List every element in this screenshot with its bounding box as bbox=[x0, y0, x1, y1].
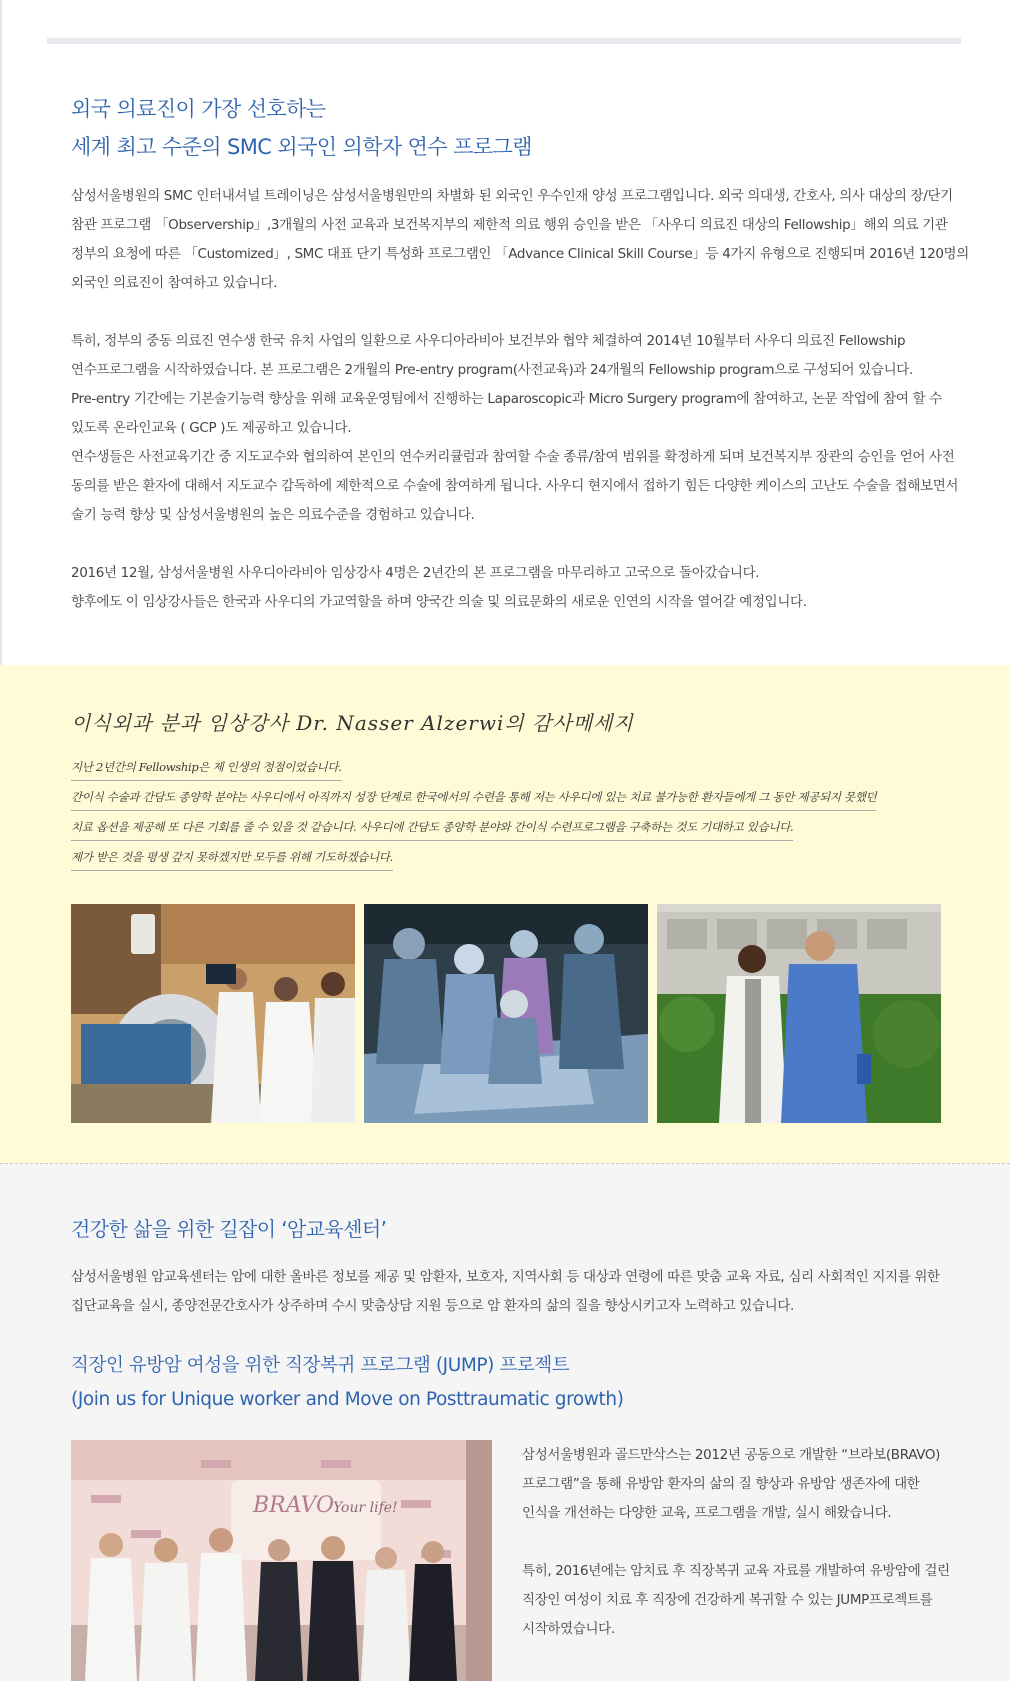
text-line: 집단교육을 실시, 종양전문간호사가 상주하며 수시 맞춤상담 지원 등으로 암 환자의 삶의 질을 향상시키고자 노력하고 있습니다. bbox=[71, 1298, 794, 1314]
thanks-line: 간이식 수술과 간담도 종양학 분야는 사우디에서 아직까지 성장 단계로 한국에서의 수련을 통해 저는 사우디에 있는 치료 불가능한 환자들에게 그 동안 제공되지 못했던 bbox=[71, 786, 876, 811]
thanks-line: 지난 2년간의 Fellowship은 제 인생의 정점이었습니다. bbox=[71, 756, 342, 781]
bravo-brand-text: BRAVO bbox=[253, 1493, 335, 1518]
completion-paragraph bbox=[71, 559, 941, 617]
text-line: 특히, 2016년에는 암치료 후 직장복귀 교육 자료를 개발하여 유방암에 걸린 bbox=[522, 1563, 950, 1579]
text-line: 시작하였습니다. bbox=[522, 1621, 615, 1637]
text-line: 직장인 여성이 치료 후 직장에 건강하게 복귀할 수 있는 JUMP프로젝트를 bbox=[522, 1592, 933, 1608]
photo-two-doctors bbox=[657, 904, 941, 1123]
text-line: 삼성서울병원과 골드만삭스는 2012년 공동으로 개발한 “브라보(BRAVO) bbox=[522, 1447, 941, 1463]
text-line: 삼성서울병원 암교육센터는 암에 대한 올바른 정보를 제공 및 암환자, 보호자, 지역사회 등 대상과 연령에 따른 맞춤 교육 자료, 심리 사회적인 지지를 위한 bbox=[71, 1269, 940, 1285]
text-line: 연수생들은 사전교육기간 중 지도교수와 협의하여 본인의 연수커리큘럼과 참여할 수술 종류/참여 범위를 확정하게 되며 보건복지부 장관의 승인을 얻어 사전 bbox=[71, 449, 955, 465]
thanks-message bbox=[71, 756, 951, 876]
text-line: 외국인 의료진이 참여하고 있습니다. bbox=[71, 275, 278, 291]
text-line: 있도록 온라인교육 ( GCP )도 제공하고 있습니다. bbox=[71, 420, 352, 436]
text-line: 인식을 개선하는 다양한 교육, 프로그램을 개발, 실시 해왔습니다. bbox=[522, 1505, 892, 1521]
text-line: 술기 능력 향상 및 삼성서울병원의 높은 의료수준을 경험하고 있습니다. bbox=[71, 507, 475, 523]
jump-project-description bbox=[522, 1441, 952, 1644]
text-line: Pre-entry 기간에는 기본술기능력 향상을 위해 교육운영팀에서 진행하는 Laparoscopic과 Micro Surgery program에 참여하고, 논문 작업에 참여 할 수 bbox=[71, 391, 942, 407]
text-line: 2016년 12월, 삼성서울병원 사우디아라비아 임상강사 4명은 2년간의 본 프로그램을 마무리하고 고국으로 돌아갔습니다. bbox=[71, 565, 760, 581]
text-line: 연수프로그램을 시작하였습니다. 본 프로그램은 2개월의 Pre-entry program(사전교육)과 24개월의 Fellowship program으로 구성되어 있습니다. bbox=[71, 362, 913, 378]
photo-bravo-event bbox=[71, 1440, 492, 1681]
photo-operating-room bbox=[71, 904, 355, 1123]
bravo-slogan-text: Your life! bbox=[333, 1500, 398, 1516]
text-line: 특히, 정부의 중동 의료진 연수생 한국 유치 사업의 일환으로 사우디아라비아 보건부와 협약 체결하여 2014년 10월부터 사우디 의료진 Fellowship bbox=[71, 333, 906, 349]
text-line: 프로그램”을 통해 유방암 환자의 삶의 질 향상과 유방암 생존자에 대한 bbox=[522, 1476, 920, 1492]
program-headline-line1: 외국 의료진이 가장 선호하는 bbox=[71, 97, 326, 121]
jump-project-title bbox=[71, 1349, 624, 1417]
thanks-line: 제가 받은 것을 평생 갚지 못하겠지만 모두를 위해 기도하겠습니다. bbox=[71, 846, 393, 871]
jump-title-line1: 직장인 유방암 여성을 위한 직장복귀 프로그램 (JUMP) 프로젝트 bbox=[71, 1355, 570, 1376]
text-line: 동의를 받은 환자에 대해서 지도교수 감독하에 제한적으로 수술에 참여하게 됩니다. 사우디 현지에서 접하기 힘든 다양한 케이스의 고난도 수술을 접해보면서 bbox=[71, 478, 959, 494]
program-headline-line2: 세계 최고 수준의 SMC 외국인 의학자 연수 프로그램 bbox=[71, 135, 532, 159]
program-intro-paragraph bbox=[71, 182, 969, 298]
jump-title-line2: (Join us for Unique worker and Move on Posttraumatic growth) bbox=[71, 1389, 624, 1410]
training-program-section bbox=[0, 0, 1010, 665]
photo-surgery bbox=[364, 904, 648, 1123]
text-line: 향후에도 이 임상강사들은 한국과 사우디의 가교역할을 하며 양국간 의술 및 의료문화의 새로운 인연의 시작을 열어갈 예정입니다. bbox=[71, 594, 807, 610]
text-line: 참관 프로그램 「Observership」,3개월의 사전 교육과 보건복지부의 제한적 의료 행위 승인을 받은 「사우디 의료진 대상의 Fellowship」해외 의료 기관 bbox=[71, 217, 948, 233]
program-headline bbox=[71, 90, 532, 166]
cancer-center-paragraph bbox=[71, 1263, 941, 1321]
paragraph-gap bbox=[522, 1528, 952, 1557]
text-line: 정부의 요청에 따른 「Customized」, SMC 대표 단기 특성화 프로그램인 「Advance Clinical Skill Course」등 4가지 유형으로 진행되며 2016년 120명의 bbox=[71, 246, 969, 262]
cancer-education-section bbox=[0, 1164, 1010, 1681]
thanks-title: 이식외과 분과 임상강사 Dr. Nasser Alzerwi의 감사메세지 bbox=[71, 711, 634, 735]
cancer-center-headline: 건강한 삶을 위한 길잡이 ‘암교육센터’ bbox=[71, 1217, 387, 1241]
top-divider bbox=[47, 38, 961, 44]
saudi-fellowship-paragraph bbox=[71, 327, 959, 530]
thanks-message-section bbox=[0, 665, 1010, 1164]
text-line: 삼성서울병원의 SMC 인터내셔널 트레이닝은 삼성서울병원만의 차별화 된 외국인 우수인재 양성 프로그램입니다. 외국 의대생, 간호사, 의사 대상의 장/단기 bbox=[71, 188, 953, 204]
thanks-line: 치료 옵션을 제공해 또 다른 기회를 줄 수 있을 것 같습니다. 사우디에 간담도 종양학 분야와 간이식 수련프로그램을 구축하는 것도 기대하고 있습니다. bbox=[71, 816, 793, 841]
